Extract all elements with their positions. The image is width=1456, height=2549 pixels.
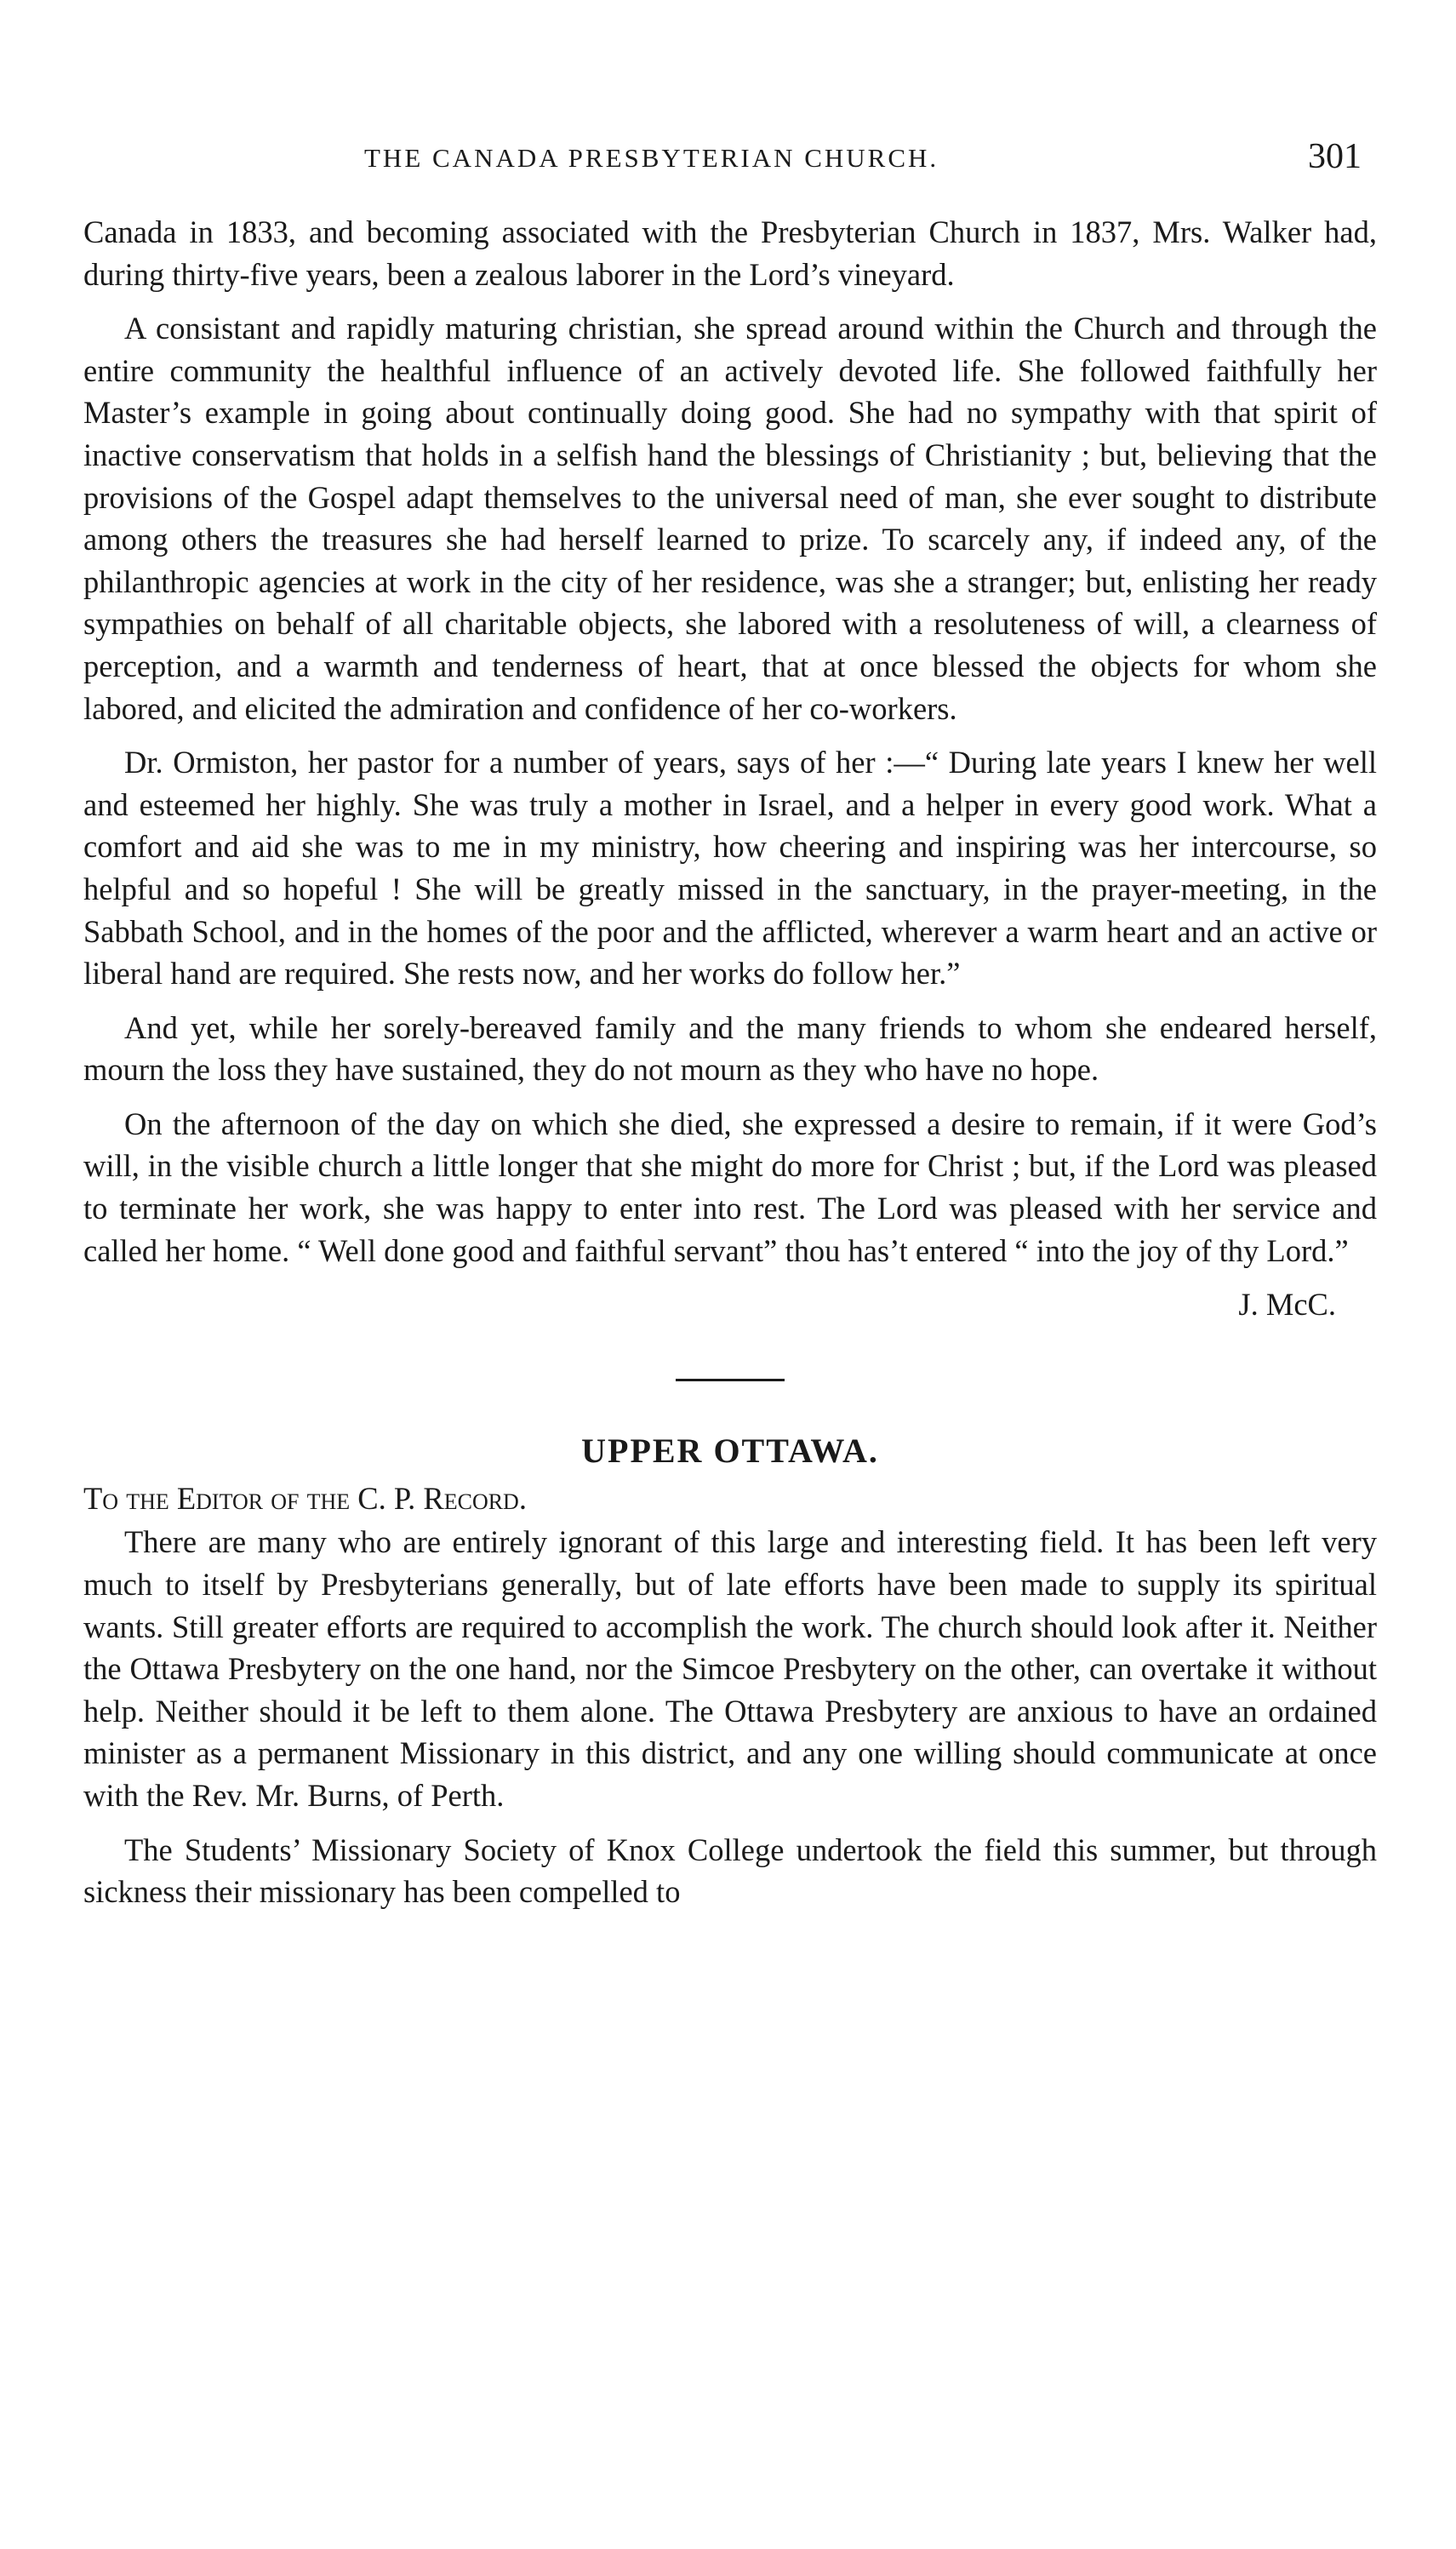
- article-paragraph-2: The Students’ Missionary Society of Knox College undertook the field this summer, but through sickness their missionary has been compelled to: [83, 1832, 1377, 1910]
- obituary-signature: J. McC.: [1238, 1287, 1336, 1323]
- obituary-paragraph-1: Canada in 1833, and becoming associated with the Presbyterian Church in 1837, Mrs. Walker had, during thirty-five years, been a zealous laborer in the Lord’s vineyard.: [83, 214, 1377, 292]
- running-header: [83, 136, 1377, 196]
- upper-ottawa-article: [83, 1431, 1377, 1913]
- obituary-paragraph-3: Dr. Ormiston, her pastor for a number of years, says of her :—“ During late years I knew her well and esteemed her highly. She was truly a mother in Israel, and a helper in every good work. What a comfort and aid she was to me in my ministry, how cheering and inspiring was her intercourse, so helpful and so hopeful ! She will be greatly missed in the sanctuary, in the prayer-meeting, in the Sabbath School, and in the homes of the poor and the afflicted, wherever a warm heart and an active or liberal hand are required. She rests now, and her works do follow her.”: [83, 745, 1377, 992]
- page-number: 301: [1308, 137, 1362, 176]
- obituary-section: [83, 211, 1377, 1326]
- book-page: [83, 136, 1377, 1913]
- obituary-paragraph-5: On the afternoon of the day on which she died, she expressed a desire to remain, if it were God’s will, in the visible church a little longer that she might do more for Christ ; but, if the Lord was pleased to terminate her work, she was happy to enter into rest. The Lord was pleased with her service and called her home. “ Well done good and faithful servant” thou has’t entered “ into the joy of thy Lord.”: [83, 1106, 1377, 1268]
- article-paragraph-1: There are many who are entirely ignorant of this large and interesting field. It has been left very much to itself by Presbyterians generally, but of late efforts have been made to supply its spiritual wants. Still greater efforts are required to accomplish the work. The church should look after it. Neither the Ottawa Presbytery on the one hand, nor the Simcoe Presbytery on the other, can overtake it without help. Neither should it be left to them alone. The Ottawa Presbytery are anxious to have an ordained minister as a permanent Missionary in this district, and any one willing should communicate at once with the Rev. Mr. Burns, of Perth.: [83, 1524, 1377, 1813]
- section-divider: [676, 1379, 785, 1381]
- article-salutation: To the Editor of the C. P. Record.: [83, 1480, 527, 1516]
- article-title: UPPER OTTAWA.: [581, 1431, 879, 1470]
- obituary-paragraph-2: A consistant and rapidly maturing christian, she spread around within the Church and through the entire community the healthful influence of an actively devoted life. She followed faithfully her Master’s example in going about continually doing good. She had no sympathy with that spirit of inactive conservatism that holds in a selfish hand the blessings of Christianity ; but, believing that the provisions of the Gospel adapt themselves to the universal need of man, she ever sought to distribute among others the treasures she had herself learned to prize. To scarcely any, if indeed any, of the philanthropic agencies at work in the city of her residence, was she a stranger; but, enlisting her ready sympathies on behalf of all charitable objects, she labored with a resoluteness of will, a clearness of perception, and a warmth and tenderness of heart, that at once blessed the objects for whom she labored, and elicited the admiration and confidence of her co-workers.: [83, 311, 1377, 726]
- obituary-paragraph-4: And yet, while her sorely-bereaved family and the many friends to whom she endeared herself, mourn the loss they have sustained, they do not mourn as they who have no hope.: [83, 1009, 1377, 1088]
- running-title: THE CANADA PRESBYTERIAN CHURCH.: [364, 143, 939, 173]
